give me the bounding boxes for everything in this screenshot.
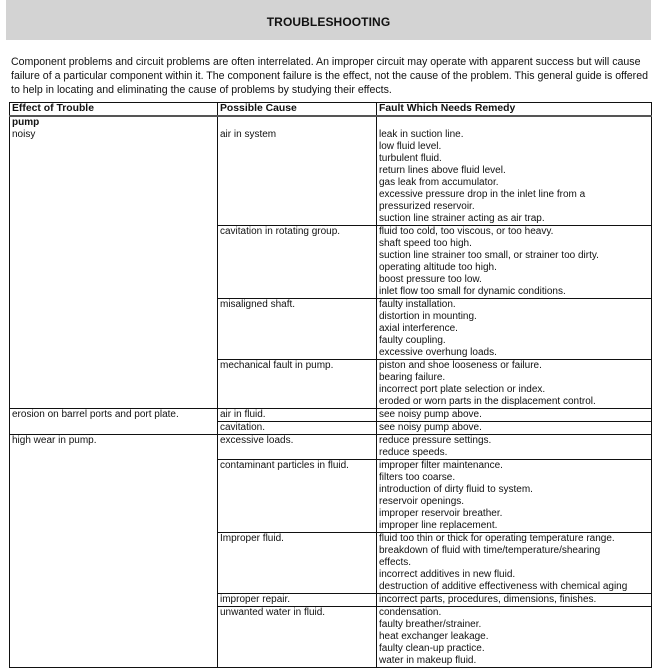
cause-text: air in system xyxy=(220,129,277,140)
fault-cell xyxy=(377,435,652,460)
fault-text: breakdown of fluid with time/temperature/shearing xyxy=(379,545,601,556)
fault-text: improper line replacement. xyxy=(379,520,498,531)
fault-text: reduce speeds. xyxy=(379,447,448,458)
fault-text: excessive overhung loads. xyxy=(379,347,497,358)
cause-cell xyxy=(218,299,377,360)
fault-text: reservoir openings. xyxy=(379,496,465,507)
column-header-fault: Fault Which Needs Remedy xyxy=(377,103,652,117)
fault-text: return lines above fluid level. xyxy=(379,165,506,176)
cause-cell xyxy=(218,422,377,435)
table-body xyxy=(10,116,652,668)
fault-text: heat exchanger leakage. xyxy=(379,631,489,642)
table-row xyxy=(10,116,652,226)
table-row xyxy=(10,409,652,422)
fault-cell xyxy=(377,607,652,668)
cause-cell xyxy=(218,435,377,460)
fault-text: fluid too cold, too viscous, or too heavy. xyxy=(379,226,554,237)
table-row xyxy=(10,435,652,460)
fault-text: axial interference. xyxy=(379,323,458,334)
cause-text: unwanted water in fluid. xyxy=(220,607,326,618)
fault-text: leak in suction line. xyxy=(379,129,464,140)
fault-text: introduction of dirty fluid to system. xyxy=(379,484,533,495)
fault-text: operating altitude too high. xyxy=(379,262,497,273)
fault-text: distortion in mounting. xyxy=(379,311,477,322)
fault-text: destruction of additive effectiveness with chemical aging xyxy=(379,581,628,592)
cause-cell xyxy=(218,409,377,422)
fault-text: pressurized reservoir. xyxy=(379,201,475,212)
fault-text: faulty breather/strainer. xyxy=(379,619,482,630)
intro-paragraph: Component problems and circuit problems are often interrelated. An improper circuit may operate with apparent success but will cause failure of a particular component within it. The component failure is the effect, not the cause of the problem. This general guide is offered to help in locating and eliminating the cause of problems by studying their effects. xyxy=(11,56,648,96)
fault-text: low fluid level. xyxy=(379,141,442,152)
effect-text: erosion on barrel ports and port plate. xyxy=(12,409,179,420)
title-band xyxy=(6,0,651,40)
column-header-effect: Effect of Trouble xyxy=(10,103,218,117)
cause-cell xyxy=(218,226,377,299)
spacer xyxy=(379,117,649,129)
cause-cell xyxy=(218,607,377,668)
cause-text: excessive loads. xyxy=(220,435,294,446)
fault-text: condensation. xyxy=(379,607,442,618)
fault-text: eroded or worn parts in the displacement control. xyxy=(379,396,596,407)
fault-cell xyxy=(377,226,652,299)
fault-text: incorrect additives in new fluid. xyxy=(379,569,516,580)
cause-text: improper repair. xyxy=(220,594,291,605)
fault-text: inlet flow too small for dynamic conditions. xyxy=(379,286,566,297)
fault-text: shaft speed too high. xyxy=(379,238,472,249)
effect-text: high wear in pump. xyxy=(12,435,97,446)
column-header-cause: Possible Cause xyxy=(218,103,377,117)
fault-text: suction line strainer acting as air trap. xyxy=(379,213,545,224)
effect-text: noisy xyxy=(12,129,36,140)
page-title: TROUBLESHOOTING xyxy=(266,15,391,29)
cause-text: mechanical fault in pump. xyxy=(220,360,334,371)
cause-cell xyxy=(218,460,377,533)
fault-text: fluid too thin or thick for operating temperature range. xyxy=(379,533,615,544)
fault-text: see noisy pump above. xyxy=(379,422,482,433)
fault-cell xyxy=(377,533,652,594)
fault-text: gas leak from accumulator. xyxy=(379,177,499,188)
cause-cell xyxy=(218,533,377,594)
fault-text: see noisy pump above. xyxy=(379,409,482,420)
fault-text: excessive pressure drop in the inlet line from a xyxy=(379,189,586,200)
spacer xyxy=(220,117,374,129)
fault-text: improper filter maintenance. xyxy=(379,460,503,471)
cause-cell xyxy=(218,360,377,409)
fault-text: improper reservoir breather. xyxy=(379,508,503,519)
fault-cell xyxy=(377,594,652,607)
fault-cell xyxy=(377,409,652,422)
cause-text: air in fluid. xyxy=(220,409,266,420)
fault-cell xyxy=(377,360,652,409)
fault-cell xyxy=(377,299,652,360)
cause-cell xyxy=(218,594,377,607)
fault-cell xyxy=(377,116,652,226)
fault-text: bearing failure. xyxy=(379,372,446,383)
fault-text: boost pressure too low. xyxy=(379,274,482,285)
fault-cell xyxy=(377,460,652,533)
fault-text: incorrect parts, procedures, dimensions, finishes. xyxy=(379,594,597,605)
cause-text: misaligned shaft. xyxy=(220,299,296,310)
troubleshooting-table xyxy=(9,102,652,668)
fault-text: filters too coarse. xyxy=(379,472,456,483)
effect-cell xyxy=(10,435,218,668)
fault-text: effects. xyxy=(379,557,412,568)
cause-text: Improper fluid. xyxy=(220,533,284,544)
effect-cell xyxy=(10,116,218,409)
fault-cell xyxy=(377,422,652,435)
fault-text: faulty coupling. xyxy=(379,335,446,346)
fault-text: water in makeup fluid. xyxy=(379,655,477,666)
cause-text: contaminant particles in fluid. xyxy=(220,460,349,471)
fault-text: faulty clean-up practice. xyxy=(379,643,485,654)
fault-text: turbulent fluid. xyxy=(379,153,442,164)
cause-text: cavitation. xyxy=(220,422,266,433)
fault-text: reduce pressure settings. xyxy=(379,435,492,446)
fault-text: faulty installation. xyxy=(379,299,456,310)
fault-text: suction line strainer too small, or strainer too dirty. xyxy=(379,250,599,261)
cause-text: cavitation in rotating group. xyxy=(220,226,341,237)
table-header-row xyxy=(10,103,652,117)
section-label: pump xyxy=(12,117,40,128)
fault-text: incorrect port plate selection or index. xyxy=(379,384,546,395)
cause-cell xyxy=(218,116,377,226)
effect-cell xyxy=(10,409,218,435)
fault-text: piston and shoe looseness or failure. xyxy=(379,360,542,371)
